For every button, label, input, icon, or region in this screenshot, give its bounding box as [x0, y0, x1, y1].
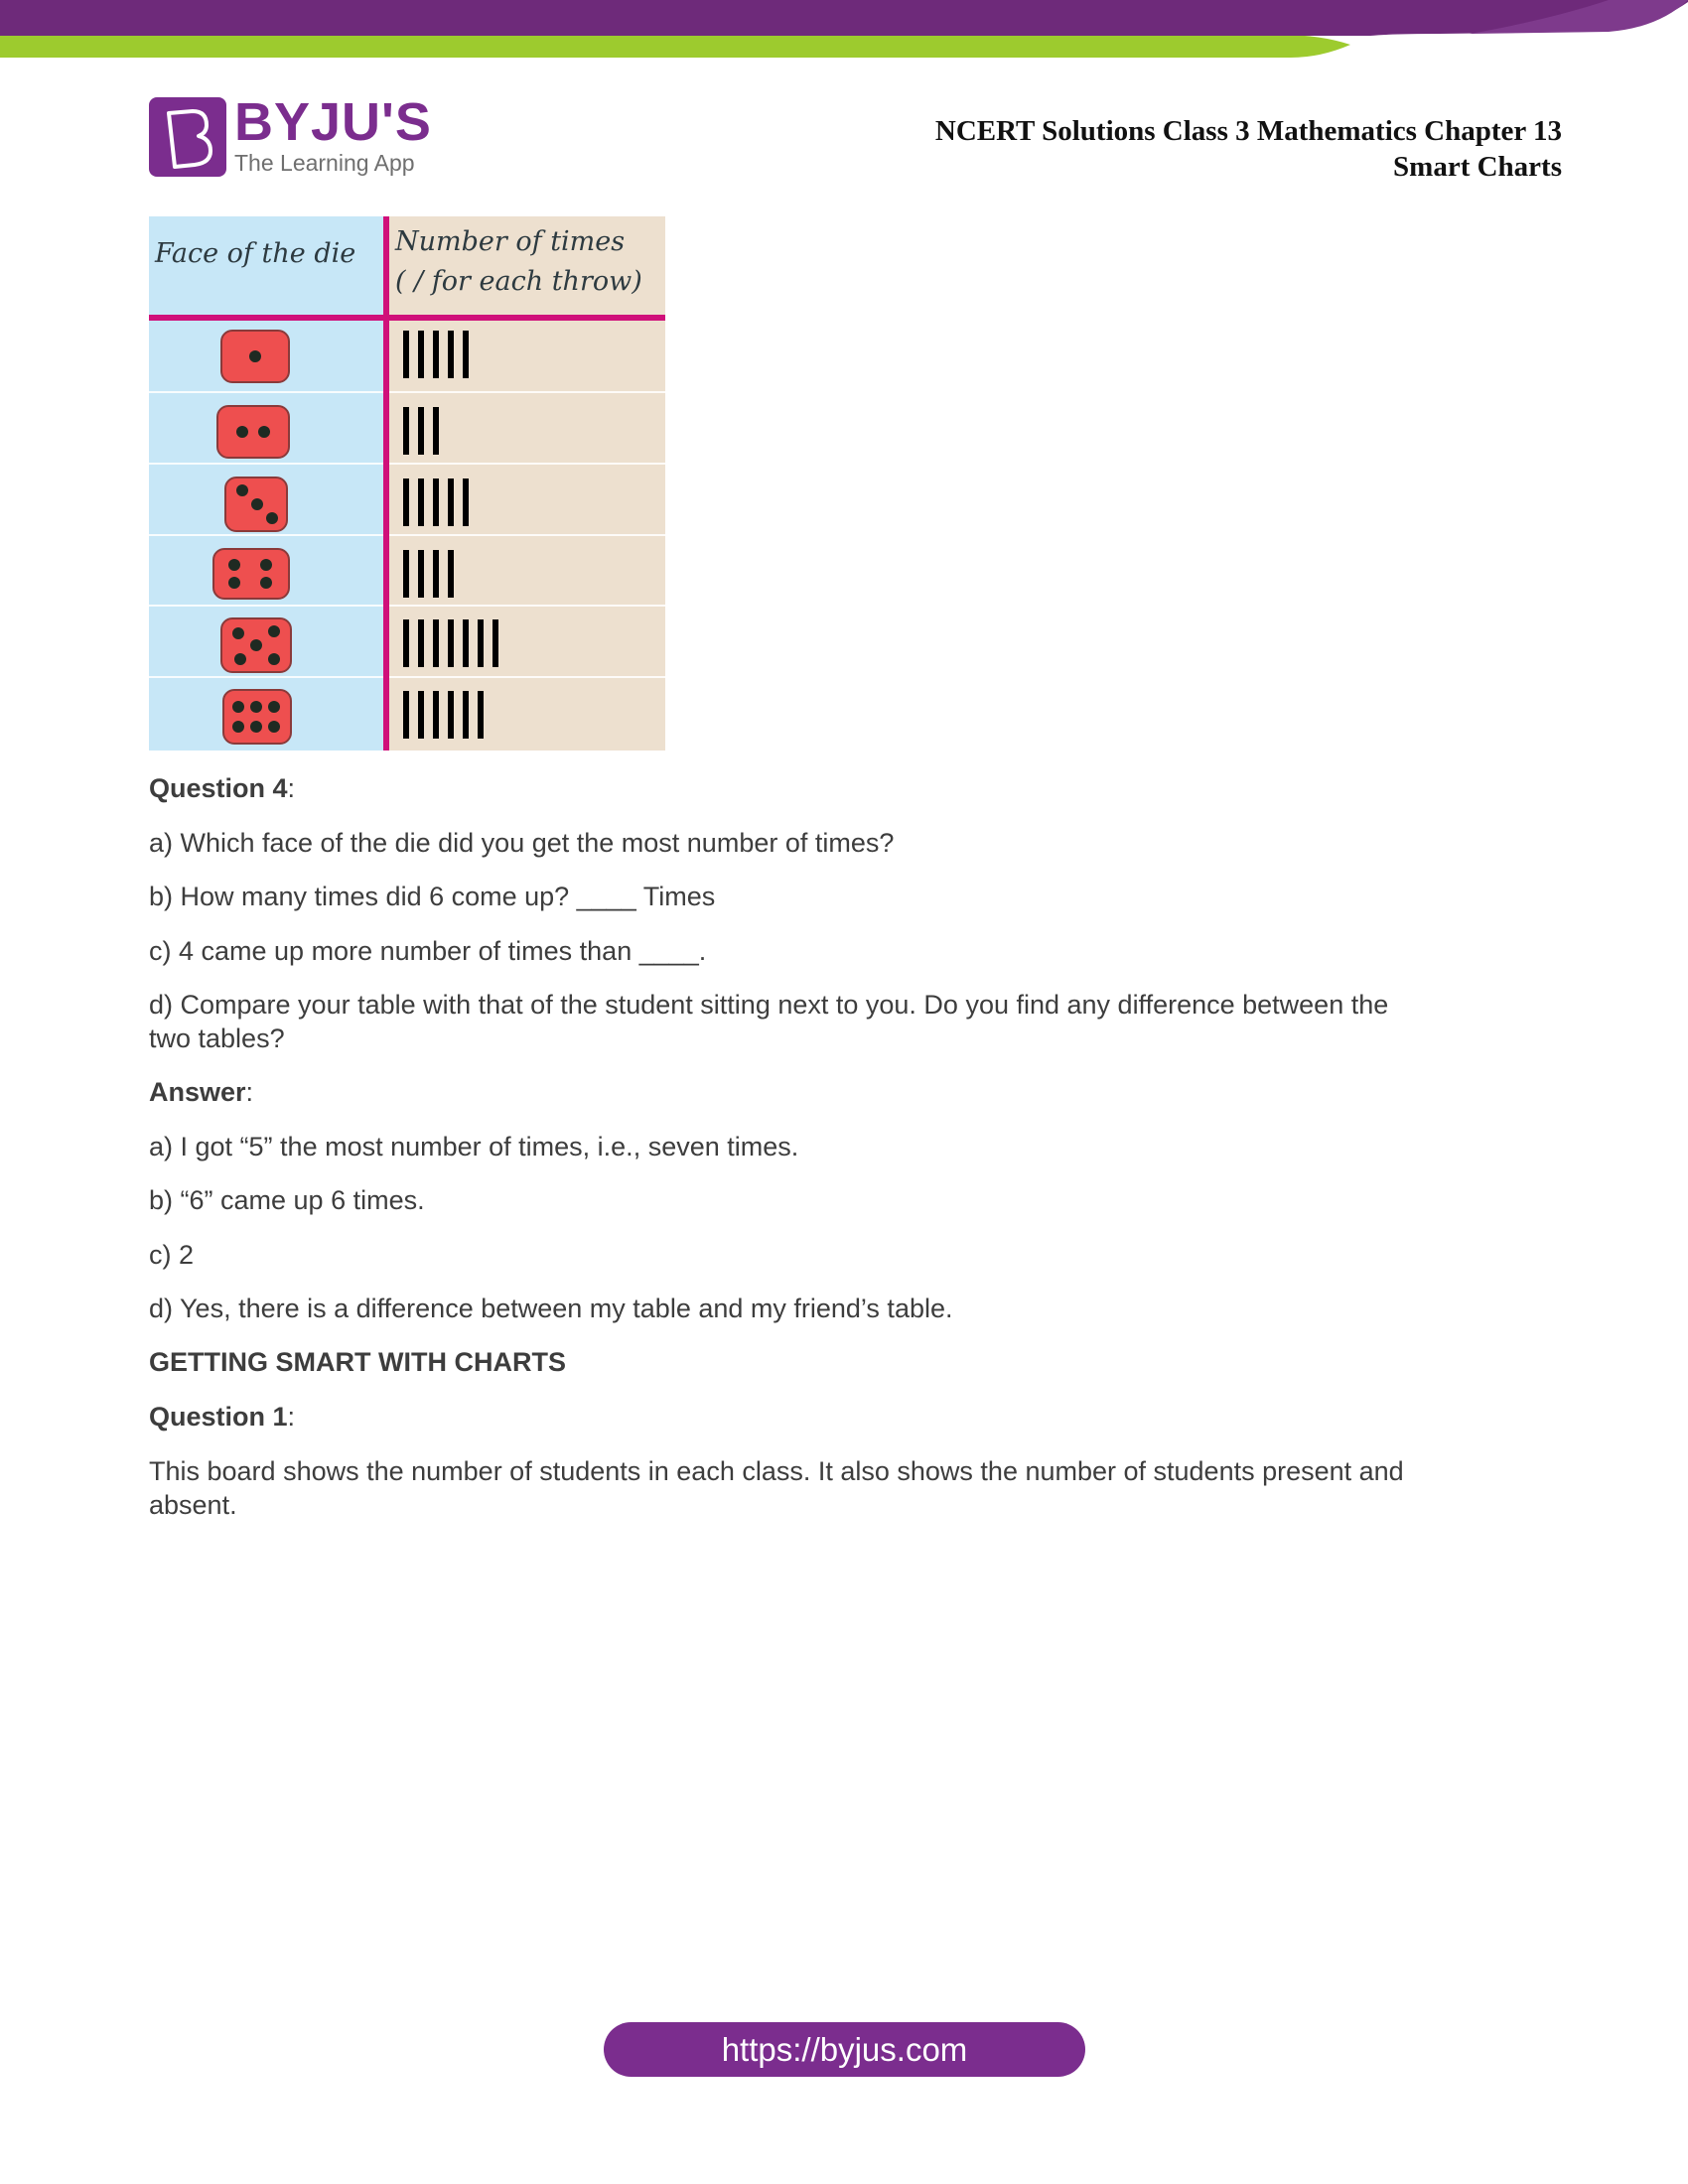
die-face-4-icon — [212, 548, 290, 600]
question-4-label: Question 4: — [149, 773, 296, 803]
header-face: Face of the die — [155, 238, 356, 269]
brand-name: BYJU'S — [234, 92, 432, 152]
tally-row-6 — [403, 691, 484, 739]
question-1-label: Question 1: — [149, 1402, 296, 1432]
answer-4a: a) I got “5” the most number of times, i.e., seven times. — [149, 1132, 799, 1161]
tally-row-2 — [403, 407, 439, 455]
tally-row-5 — [403, 619, 498, 667]
die-face-2-icon — [216, 405, 290, 459]
byjus-b-icon — [149, 97, 226, 177]
tally-row-3 — [403, 478, 469, 526]
answer-4d: d) Yes, there is a difference between my table and my friend’s table. — [149, 1294, 953, 1323]
question-4c: c) 4 came up more number of times than ____. — [149, 936, 707, 966]
question-4a: a) Which face of the die did you get the most number of times? — [149, 828, 895, 858]
header-divider — [149, 315, 665, 321]
answer-4b: b) “6” came up 6 times. — [149, 1185, 425, 1215]
die-face-3-icon — [224, 477, 288, 532]
die-face-1-icon — [220, 330, 290, 383]
brand-tagline: The Learning App — [234, 150, 415, 176]
question-4b: b) How many times did 6 come up? ____ Times — [149, 882, 716, 911]
top-banner — [0, 0, 1688, 60]
column-divider — [383, 216, 389, 751]
answer-4c: c) 2 — [149, 1240, 195, 1270]
question-4d: d) Compare your table with that of the student sitting next to you. Do you find any difference between the two tables? — [149, 990, 1389, 1053]
header-count-line1: Number of times — [395, 226, 626, 257]
section-heading: GETTING SMART WITH CHARTS — [149, 1347, 566, 1377]
die-face-5-icon — [220, 617, 292, 673]
tally-row-4 — [403, 550, 454, 598]
header-count-line2: ( / for each throw) — [395, 266, 642, 297]
document-title — [935, 113, 1562, 185]
title-line-1: NCERT Solutions Class 3 Mathematics Chapter 13 — [934, 115, 1562, 147]
footer-url-link[interactable]: https://byjus.com — [604, 2022, 1085, 2077]
die-face-6-icon — [222, 689, 292, 745]
question-1-body: This board shows the number of students in each class. It also shows the number of students present and absent. — [149, 1456, 1404, 1520]
tally-row-1 — [403, 331, 469, 378]
answer-4-label: Answer: — [149, 1077, 254, 1107]
die-tally-table — [149, 216, 665, 751]
title-line-2: Smart Charts — [1393, 151, 1562, 183]
byjus-logo — [149, 92, 432, 177]
